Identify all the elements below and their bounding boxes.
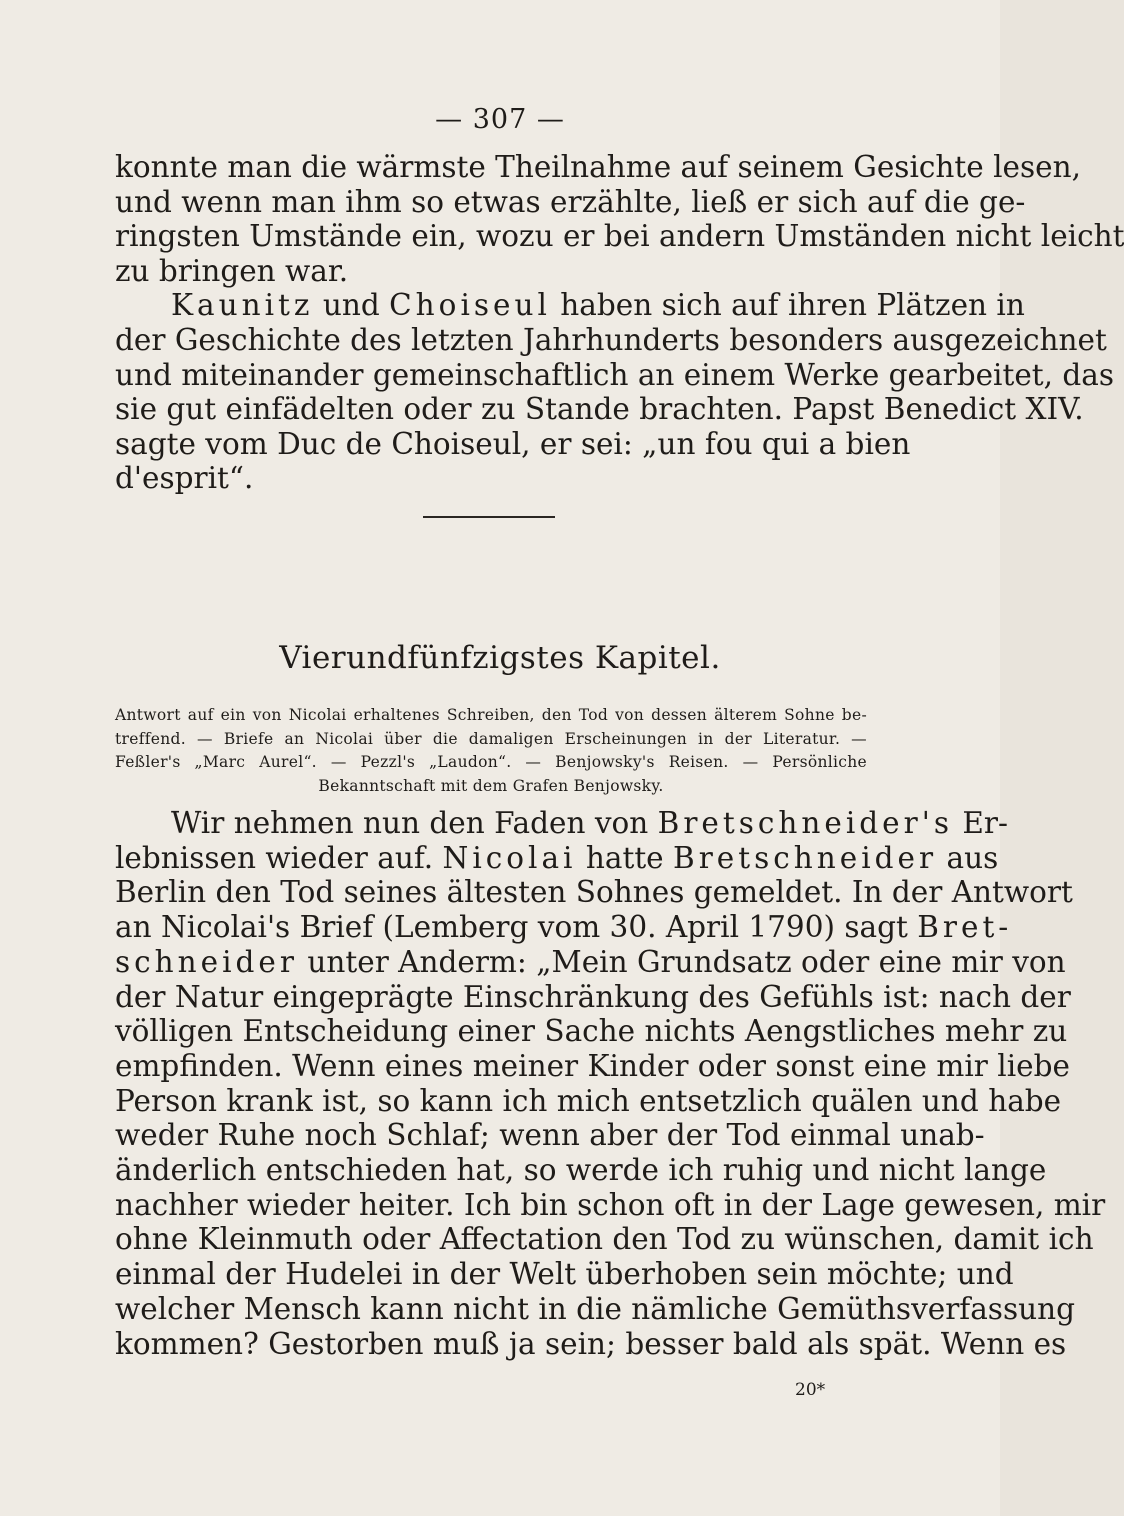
- name-bretschneider: Bretschneider: [673, 840, 938, 875]
- text-line: und miteinander gemeinschaftlich an einem Werke gearbeitet, das: [115, 357, 1115, 392]
- text-line: und wenn man ihm so etwas erzählte, ließ er sich auf die ge-: [115, 184, 1026, 219]
- text-line: ohne Kleinmuth oder Affectation den Tod zu wünschen, damit ich: [115, 1222, 1094, 1257]
- section-divider: [423, 516, 555, 518]
- text-line: einmal der Hudelei in der Welt überhoben sein möchte; und: [115, 1257, 1014, 1292]
- paragraph-letter: [115, 806, 1106, 1361]
- text-line: konnte man die wärmste Theilnahme auf seinem Gesichte lesen,: [115, 150, 1081, 184]
- name-choiseul: Choiseul: [389, 288, 551, 323]
- summary-line: Bekanntschaft mit dem Grafen Benjowsky.: [318, 776, 664, 795]
- summary-line: Antwort auf ein von Nicolai erhaltenes Schreiben, den Tod von dessen älterem Sohne be-: [115, 706, 867, 724]
- text-line: sie gut einfädelten oder zu Stande brachten. Papst Benedict XIV.: [115, 392, 1084, 427]
- page-number: — 307 —: [435, 104, 565, 135]
- text-line: welcher Mensch kann nicht in die nämliche Gemüthsverfassung: [115, 1291, 1075, 1326]
- text-line: der Natur eingeprägte Einschränkung des Gefühls ist: nach der: [115, 979, 1071, 1014]
- text-line: nachher wieder heiter. Ich bin schon oft in der Lage gewesen, mir: [115, 1187, 1106, 1222]
- text-line: Wir nehmen nun den Faden von Bretschneider's Er-: [171, 806, 1008, 840]
- summary-line: Feßler's „Marc Aurel“. — Pezzl's „Laudon“. — Benjowsky's Reisen. — Persönliche: [115, 753, 867, 771]
- text-line: schneider unter Anderm: „Mein Grundsatz oder eine mir von: [115, 944, 1066, 979]
- text-line: empfinden. Wenn eines meiner Kinder oder sonst eine mir liebe: [115, 1048, 1070, 1083]
- name-bretschneider: Bretschneider's: [657, 806, 953, 840]
- text-line: zu bringen war.: [115, 253, 349, 288]
- signature-mark: 20*: [795, 1380, 826, 1400]
- text-line: kommen? Gestorben muß ja sein; besser bald als spät. Wenn es: [115, 1326, 1067, 1361]
- text-line: Berlin den Tod seines ältesten Sohnes gemeldet. In der Antwort: [115, 875, 1073, 910]
- summary-line: treffend. — Briefe an Nicolai über die damaligen Erscheinungen in der Literatur. —: [115, 729, 867, 748]
- text-line: völligen Entscheidung einer Sache nichts Aengstliches mehr zu: [115, 1014, 1068, 1049]
- text-line: an Nicolai's Brief (Lemberg vom 30. April 1790) sagt Bret-: [115, 910, 1013, 945]
- text-line: der Geschichte des letzten Jahrhunderts besonders ausgezeichnet: [115, 322, 1107, 357]
- text-line: Kaunitz und Choiseul haben sich auf ihren Plätzen in: [171, 288, 1025, 323]
- name-bretschneider: Bret-: [917, 910, 1013, 945]
- paragraph-opening: [115, 150, 1124, 496]
- text-line: sagte vom Duc de Choiseul, er sei: „un fou qui a bien: [115, 426, 911, 461]
- name-nicolai: Nicolai: [442, 840, 577, 875]
- chapter-summary: [115, 704, 867, 798]
- name-bretschneider: schneider: [115, 944, 298, 979]
- text-line: weder Ruhe noch Schlaf; wenn aber der Tod einmal unab-: [115, 1118, 985, 1153]
- text-line: d'esprit“.: [115, 461, 254, 496]
- name-kaunitz: Kaunitz: [171, 288, 314, 323]
- text-line: ringsten Umstände ein, wozu er bei andern Umständen nicht leicht: [115, 219, 1124, 254]
- chapter-title: Vierundfünfzigstes Kapitel.: [279, 640, 721, 676]
- text-line: änderlich entschieden hat, so werde ich ruhig und nicht lange: [115, 1153, 1047, 1188]
- text-line: lebnissen wieder auf. Nicolai hatte Bretschneider aus: [115, 840, 999, 875]
- text-line: Person krank ist, so kann ich mich entsetzlich quälen und habe: [115, 1083, 1062, 1118]
